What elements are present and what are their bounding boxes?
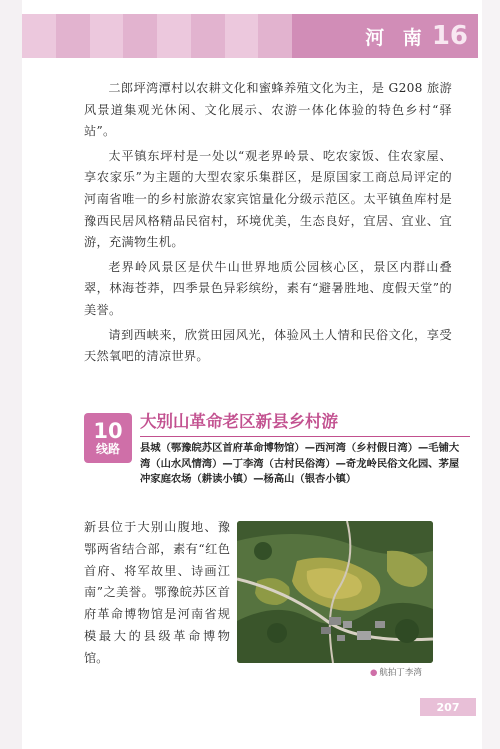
route-title: 大别山革命老区新县乡村游 <box>140 412 338 431</box>
province-name: 河 南 <box>365 26 428 49</box>
chapter-label <box>292 14 478 58</box>
chapter-number: 16 <box>431 21 468 51</box>
photo-caption-text: 航拍丁李湾 <box>379 668 422 678</box>
paragraph: 太平镇东坪村是一处以“观老界岭景、吃农家饭、住农家屋、享农家乐”为主题的大型农家乐集群区，是原国家工商总局评定的河南省唯一的乡村旅游农家宾馆量化分级示范区。太平镇鱼库村是豫西民居风格精品民宿村，环境优美，生态良好，宜居、宜业、宜游，充满物生机。 <box>84 148 452 250</box>
body-text <box>84 78 452 371</box>
page-edge-left <box>0 0 22 749</box>
header-pattern <box>22 14 292 58</box>
paragraph: 老界岭风景区是伏牛山世界地质公园核心区，景区内群山叠翠，林海苍莽，四季景色异彩缤纷，素有“避暑胜地、度假天堂”的美誉。 <box>84 259 452 317</box>
route-suffix: 线路 <box>95 441 120 456</box>
paragraph: 请到西峡来，欣赏田园风光，体验风土人情和民俗文化，享受天然氧吧的清凉世界。 <box>84 327 452 364</box>
route-badge <box>84 413 132 463</box>
aerial-photo <box>237 521 433 663</box>
route-intro: 新县位于大别山腹地、豫鄂两省结合部，素有“红色首府、将军故里、诗画江南”之美誉。鄂豫皖苏区首府革命博物馆是河南省规模最大的县级革命博物馆。 <box>84 520 230 665</box>
route-title-underline <box>140 436 470 437</box>
page-number-tab <box>420 698 476 716</box>
route-number: 10 <box>93 418 123 443</box>
aerial-village-image <box>237 521 433 663</box>
route-path: 县城（鄂豫皖苏区首府革命博物馆）—西河湾（乡村假日湾）—毛铺大湾（山水风情湾）—丁李湾（古村民俗湾）—奇龙岭民俗文化园、茅屋冲家庭农场（耕读小镇）—杨高山（银杏小镇） <box>140 442 460 486</box>
chapter-header <box>22 14 478 58</box>
page-edge-right <box>482 0 500 749</box>
paragraph: 二郎坪湾潭村以农耕文化和蜜蜂养殖文化为主，是 G208 旅游风景道集观光休闲、文化展示、农游一体化体验的特色乡村“驿站”。 <box>84 81 452 139</box>
page-number: 207 <box>436 700 460 714</box>
bullet-dot-icon: ● <box>370 668 378 678</box>
photo-caption <box>370 666 422 678</box>
